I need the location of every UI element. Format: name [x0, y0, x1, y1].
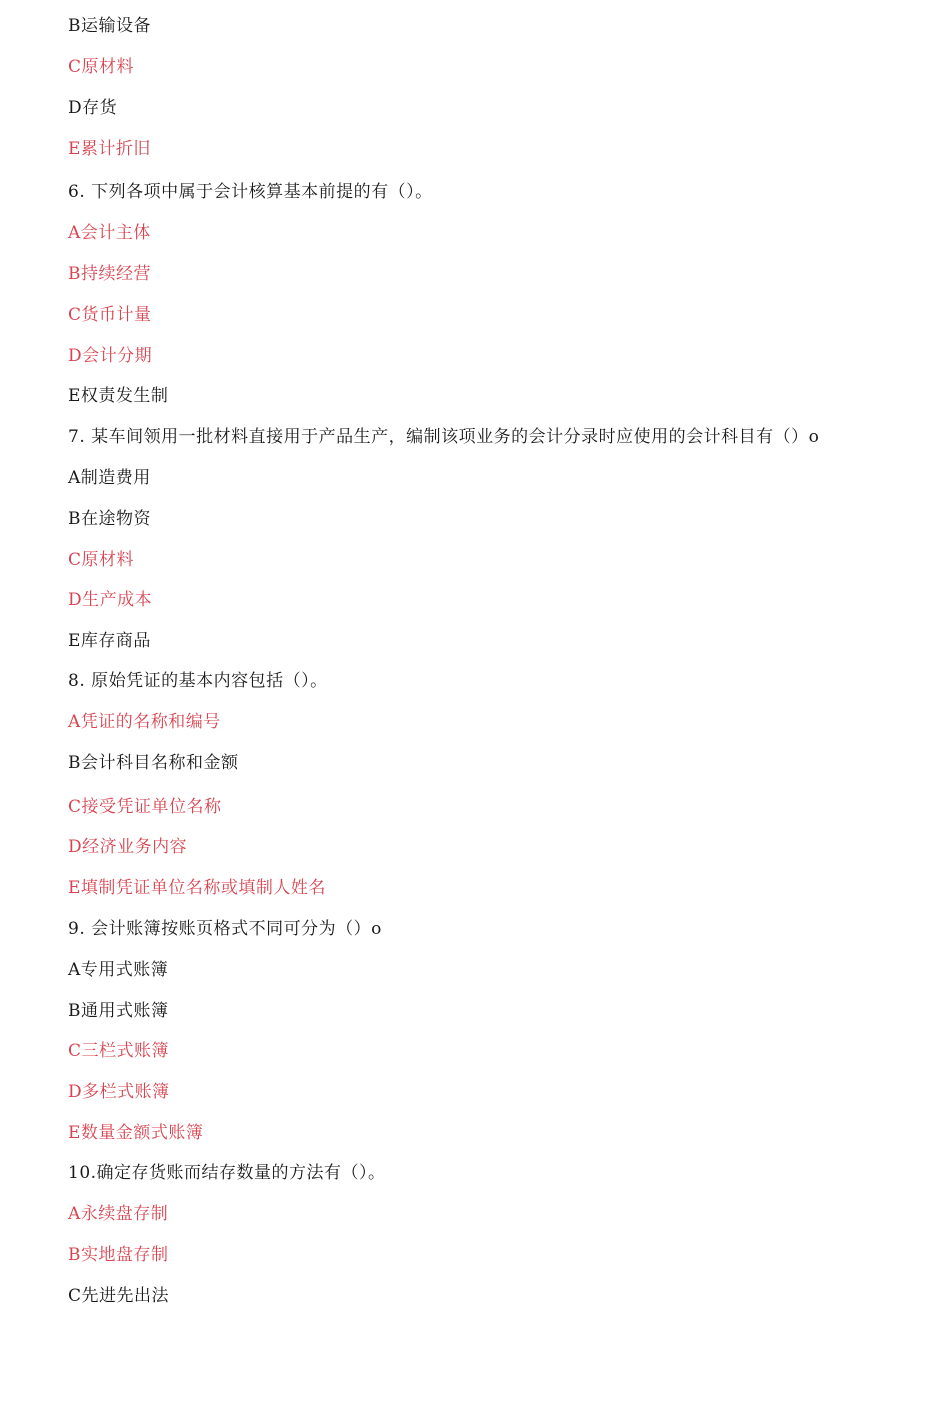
- option-line: D生产成本: [68, 590, 153, 610]
- option-line: A专用式账簿: [68, 960, 169, 980]
- option-line: D存货: [68, 98, 118, 118]
- question-line: 6. 下列各项中属于会计核算基本前提的有（）。: [68, 182, 433, 202]
- option-line: C接受凭证单位名称: [68, 797, 222, 817]
- option-line: A会计主体: [68, 223, 151, 243]
- question-line: 7. 某车间领用一批材料直接用于产品生产，编制该项业务的会计分录时应使用的会计科目有（）o: [68, 427, 820, 447]
- option-line: C原材料: [68, 57, 135, 77]
- option-line: B实地盘存制: [68, 1245, 169, 1265]
- option-line: D多栏式账簿: [68, 1082, 170, 1102]
- option-line: C货币计量: [68, 305, 152, 325]
- option-line: E数量金额式账簿: [68, 1123, 204, 1143]
- option-line: A制造费用: [68, 468, 151, 488]
- option-line: B通用式账簿: [68, 1001, 169, 1021]
- option-line: A永续盘存制: [68, 1204, 169, 1224]
- option-line: C原材料: [68, 550, 135, 570]
- question-line: 8. 原始凭证的基本内容包括（）。: [68, 671, 328, 691]
- option-line: B会计科目名称和金额: [68, 753, 239, 773]
- option-line: D会计分期: [68, 346, 153, 366]
- option-line: E库存商品: [68, 631, 151, 651]
- option-line: C先进先出法: [68, 1286, 170, 1306]
- option-line: D经济业务内容: [68, 837, 188, 857]
- option-line: B持续经营: [68, 264, 151, 284]
- option-line: E累计折旧: [68, 139, 151, 159]
- question-line: 9. 会计账簿按账页格式不同可分为（）o: [68, 919, 382, 939]
- option-line: B运输设备: [68, 16, 151, 36]
- question-line: 10.确定存货账而结存数量的方法有（）。: [68, 1163, 386, 1183]
- option-line: E填制凭证单位名称或填制人姓名: [68, 878, 326, 898]
- option-line: C三栏式账簿: [68, 1041, 170, 1061]
- option-line: B在途物资: [68, 509, 151, 529]
- option-line: E权责发生制: [68, 386, 169, 406]
- option-line: A凭证的名称和编号: [68, 712, 221, 732]
